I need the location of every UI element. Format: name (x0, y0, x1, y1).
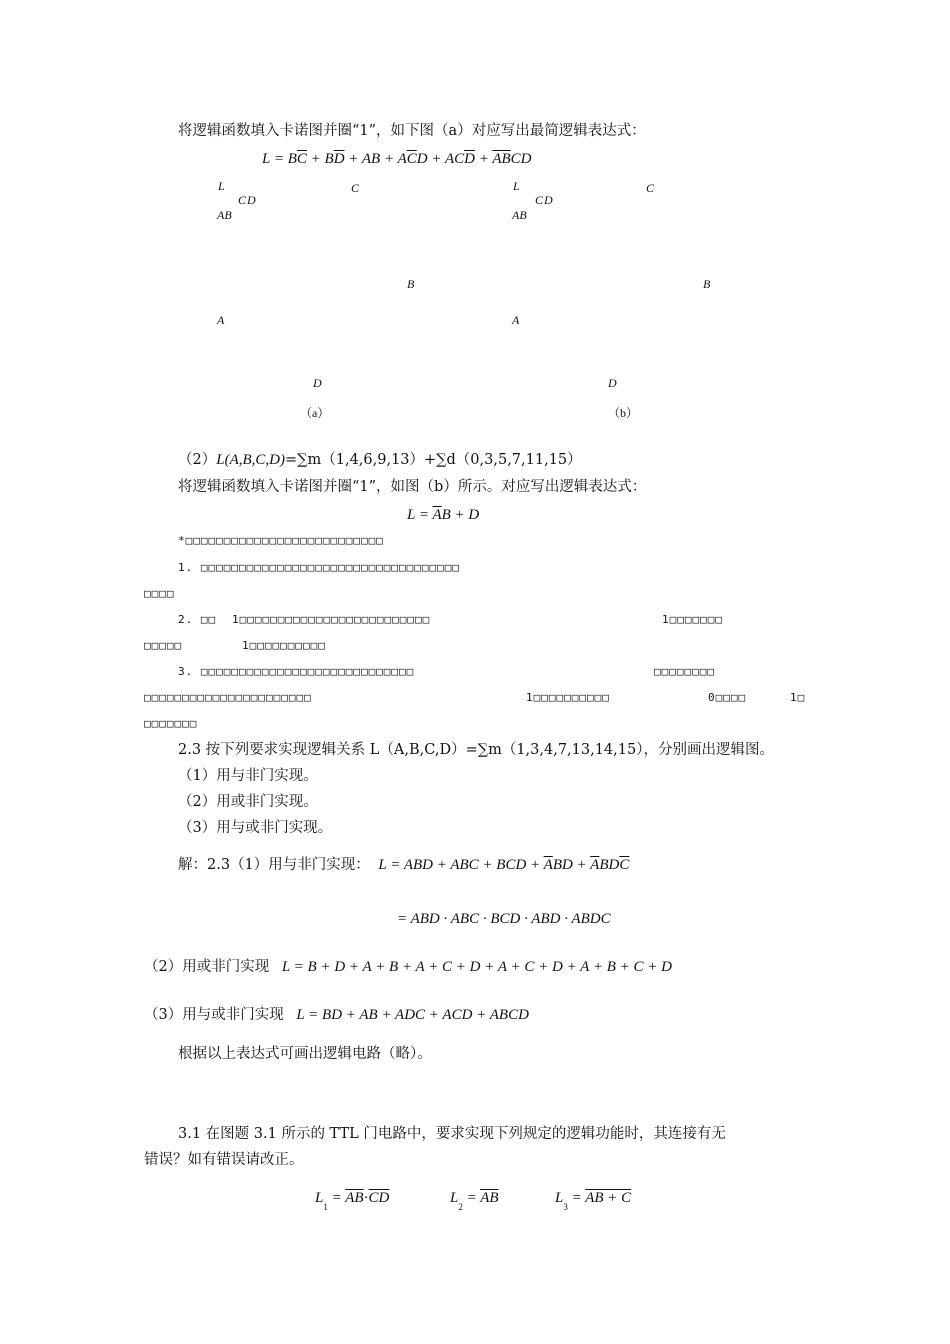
kmap-a-D: D (313, 376, 322, 390)
equation-nand: L = ABD + ABC + BCD + $\overline{A}BD + \overline{A}BD\overline{C}$ (378, 857, 630, 873)
kmap-b-B: B (703, 277, 711, 291)
kmap-a-L: L (218, 179, 225, 193)
kmap-b-CD: CD (535, 193, 554, 207)
kmap-b-AB: AB (512, 208, 527, 222)
kmap-b-caption: （b） (608, 406, 639, 420)
equation-L1: $L_1 = \overline{AB}\cdot\overline{CD}$ (315, 1190, 390, 1212)
solution-conclusion: 根据以上表达式可画出逻辑电路（略）。 (178, 1046, 432, 1062)
note-line-3b: □□□□□ 1□□□□□□□□□□ (144, 639, 326, 652)
kmap-a-CD: CD (238, 193, 257, 207)
func-definition-2: （2）L(A,B,C,D)=∑m（1,4,6,9,13）+∑d（0,3,5,7,11,15） (178, 452, 582, 468)
kmap-b-L: L (513, 179, 520, 193)
equation-aoi: L = BD + AB + ADC + ACD + ABCD (296, 1007, 529, 1023)
question-3-1-line-1: 3.1 在图题 3.1 所示的 TTL 门电路中，要求实现下列规定的逻辑功能时，其连接有无 (178, 1126, 726, 1142)
kmap-a-caption: （a） (300, 406, 330, 420)
question-2-3-part-3: （3）用与或非门实现。 (178, 820, 333, 836)
para-kmap-intro: 将逻辑函数填入卡诺图并圈“1”，如下图（a）对应写出最简逻辑表达式： (178, 123, 646, 139)
solution-nand: 解：2.3（1）用与非门实现： L = ABD + ABC + BCD + $\overline{A}BD + \overline{A}BD\overline{C}$ (178, 857, 630, 873)
note-line-4b: □□□□□□□□□□□□□□□□□□□□□□ 1□□□□□□□□□□ 0□□□□ 1□ (144, 691, 806, 704)
para-kmap-b-intro: 将逻辑函数填入卡诺图并圈“1”，如图（b）所示。对应写出逻辑表达式： (178, 479, 647, 495)
equation-L3: $L_3$ = AB + C (555, 1190, 632, 1212)
kmap-b-C: C (646, 181, 655, 195)
note-line-3a: 2. □□ 1□□□□□□□□□□□□□□□□□□□□□□□□□ 1□□□□□□□ (178, 613, 723, 626)
equation-simplest-a: $L = B\overline{C} + B\overline{D}$ + AB + $A\overline{C}D + AC\overline{D} + \overline{AB}CD$ (262, 151, 532, 167)
equation-nor: L = B + D + A + B + A + C + D + A + C + D + A + B + C + D (281, 959, 672, 975)
question-2-3-part-2: （2）用或非门实现。 (178, 794, 318, 810)
question-2-3-part-1: （1）用与非门实现。 (178, 768, 318, 784)
kmap-a-C: C (351, 181, 360, 195)
solution-and-or-invert: （3）用与或非门实现 L = BD + AB + ADC + ACD + ABCD (144, 1007, 529, 1023)
note-line-4a: 3. □□□□□□□□□□□□□□□□□□□□□□□□□□□□ □□□□□□□□ (178, 665, 715, 678)
equation-simplest-b: $L = \overline{A}B + D$ (407, 507, 480, 523)
equation-ttl-functions (315, 1189, 632, 1212)
note-line-2b: □□□□ (144, 587, 175, 600)
question-3-1-line-2: 错误？如有错误请改正。 (144, 1152, 304, 1168)
equation-L2: $L_2 = \overline{AB}$ (450, 1190, 499, 1212)
equation-nand-form: = ABD · ABC · BCD · ABD · ABDC (397, 911, 611, 927)
kmap-b-D: D (608, 376, 617, 390)
kmap-a-A: A (217, 313, 225, 327)
note-line-4c: □□□□□□□ (144, 717, 198, 730)
question-2-3: 2.3 按下列要求实现逻辑关系 L（A,B,C,D）=∑m（1,3,4,7,13,14,15），分别画出逻辑图。 (178, 742, 774, 758)
solution-nor: （2）用或非门实现 L = B + D + A + B + A + C + D + A + C + D + A + B + C + D (144, 959, 672, 975)
note-line-2a: 1. □□□□□□□□□□□□□□□□□□□□□□□□□□□□□□□□□□ (178, 561, 461, 574)
kmap-b-A: A (512, 313, 520, 327)
note-line-1: *□□□□□□□□□□□□□□□□□□□□□□□□□□ (178, 534, 384, 547)
kmap-a-AB: AB (217, 208, 232, 222)
kmap-a-B: B (407, 277, 415, 291)
